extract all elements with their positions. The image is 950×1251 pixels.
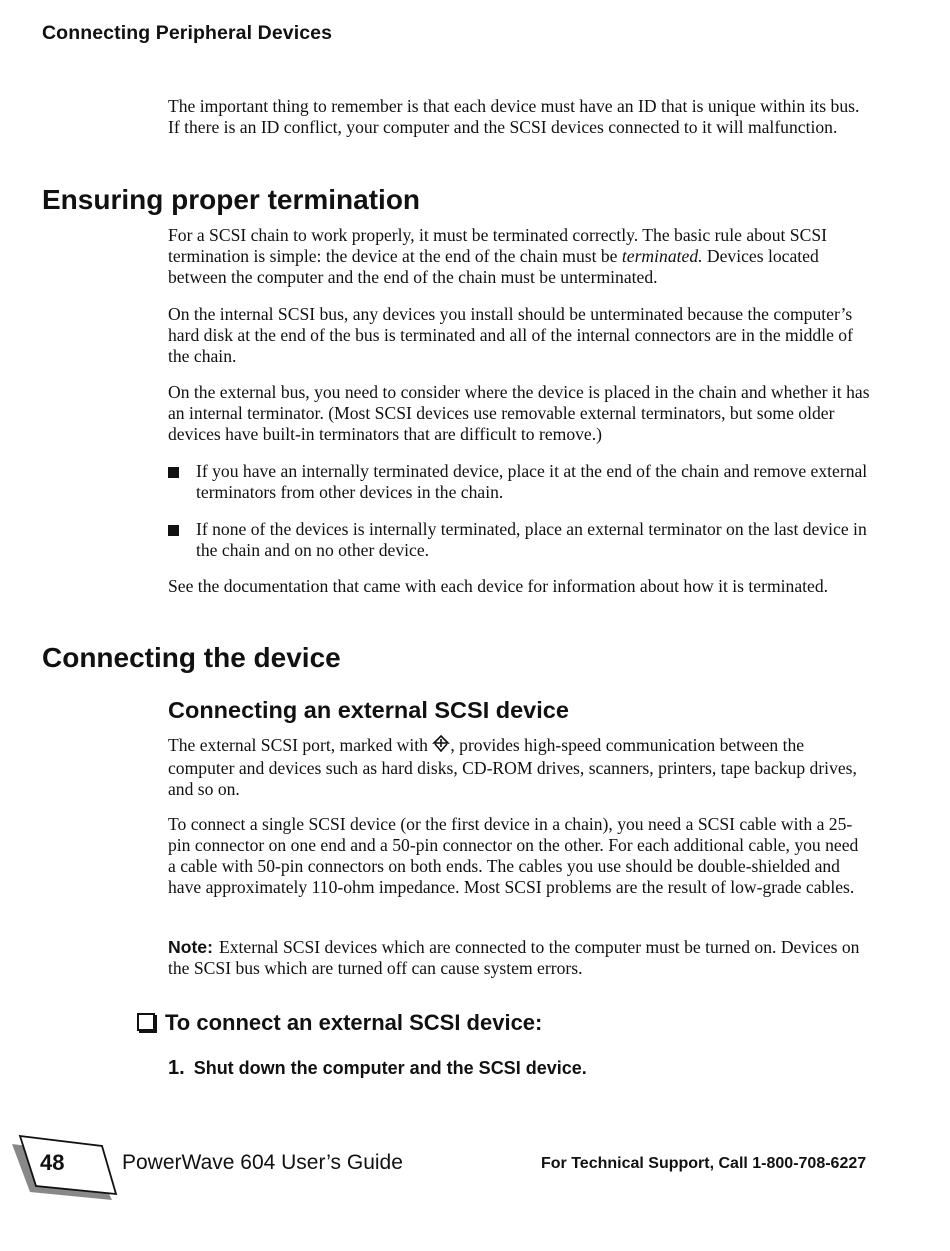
step-number: 1. — [168, 1057, 185, 1079]
intro-paragraph: The important thing to remember is that each device must have an ID that is unique within its bus. If there is an ID conflict, your computer and the SCSI devices connected to it will malfunction. — [168, 96, 860, 137]
termination-paragraph-3: On the external bus, you need to consider where the device is placed in the chain and whether it has an internal terminator. (Most SCSI devices use removable external terminators, but some older devices have built-in terminators that are difficult to remove.) — [168, 382, 870, 444]
scsi-port-paragraph — [168, 735, 870, 800]
step-1 — [168, 1057, 587, 1080]
checkbox-icon — [137, 1013, 155, 1031]
note-paragraph — [168, 937, 870, 979]
bullet-item-1 — [168, 461, 870, 503]
running-head: Connecting Peripheral Devices — [42, 22, 333, 44]
scsi-port-text-end: , provides high-speed communication between the computer and devices such as hard disks, CD-ROM drives, scanners, printers, tape backup drives, and so on. — [168, 735, 857, 799]
bullet-text-2: If none of the devices is internally terminated, place an external terminator on the last device in the chain and on no other device. — [196, 519, 867, 560]
bullet-text-1: If you have an internally terminated device, place it at the end of the chain and remove external terminators from other devices in the chain. — [196, 461, 868, 502]
page-number: 48 — [40, 1150, 65, 1175]
termination-paragraph-2: On the internal SCSI bus, any devices you install should be unterminated because the computer’s hard disk at the end of the bus is terminated and all of the internal connectors are in the middle of the chain. — [168, 304, 853, 366]
heading-termination: Ensuring proper termination — [42, 184, 421, 215]
footer-book-title: PowerWave 604 User’s Guide — [122, 1151, 403, 1174]
note-text: External SCSI devices which are connected to the computer must be turned on. Devices on the SCSI bus which are turned off can cause system errors. — [168, 937, 860, 978]
note-label: Note: — [168, 937, 213, 957]
termination-paragraph-4: See the documentation that came with each device for information about how it is terminated. — [168, 576, 829, 596]
page-number-tab — [10, 1132, 122, 1204]
termination-p1-text-end: Devices located between the computer and the end of the chain must be unterminated. — [168, 246, 819, 287]
square-bullet-icon — [168, 525, 179, 536]
termination-paragraph-1 — [168, 225, 870, 288]
scsi-port-text: The external SCSI port, marked with — [168, 735, 433, 755]
termination-p1-text: For a SCSI chain to work properly, it must be terminated correctly. The basic rule about SCSI termination is simple: the device at the end of the chain must be — [168, 225, 827, 266]
cable-paragraph: To connect a single SCSI device (or the first device in a chain), you need a SCSI cable with a 25-pin connector on one end and a 50-pin connector on the other. For each additional cable, you need a cable with 50-pin connectors on both ends. The cables you use should be double-shielded and have approximately 110-ohm impedance. Most SCSI problems are the result of low-grade cables. — [168, 814, 859, 897]
termination-emphasis: terminated. — [621, 246, 703, 266]
procedure-title — [137, 1010, 542, 1036]
bullet-item-2 — [168, 519, 870, 561]
scsi-icon — [432, 735, 450, 758]
subheading-external-scsi: Connecting an external SCSI device — [168, 697, 569, 723]
procedure-title-text: To connect an external SCSI device: — [165, 1010, 543, 1035]
heading-connecting: Connecting the device — [42, 642, 341, 673]
square-bullet-icon — [168, 467, 179, 478]
footer-support: For Technical Support, Call 1-800-708-6227 — [541, 1155, 867, 1172]
step-text: Shut down the computer and the SCSI device. — [193, 1058, 587, 1078]
